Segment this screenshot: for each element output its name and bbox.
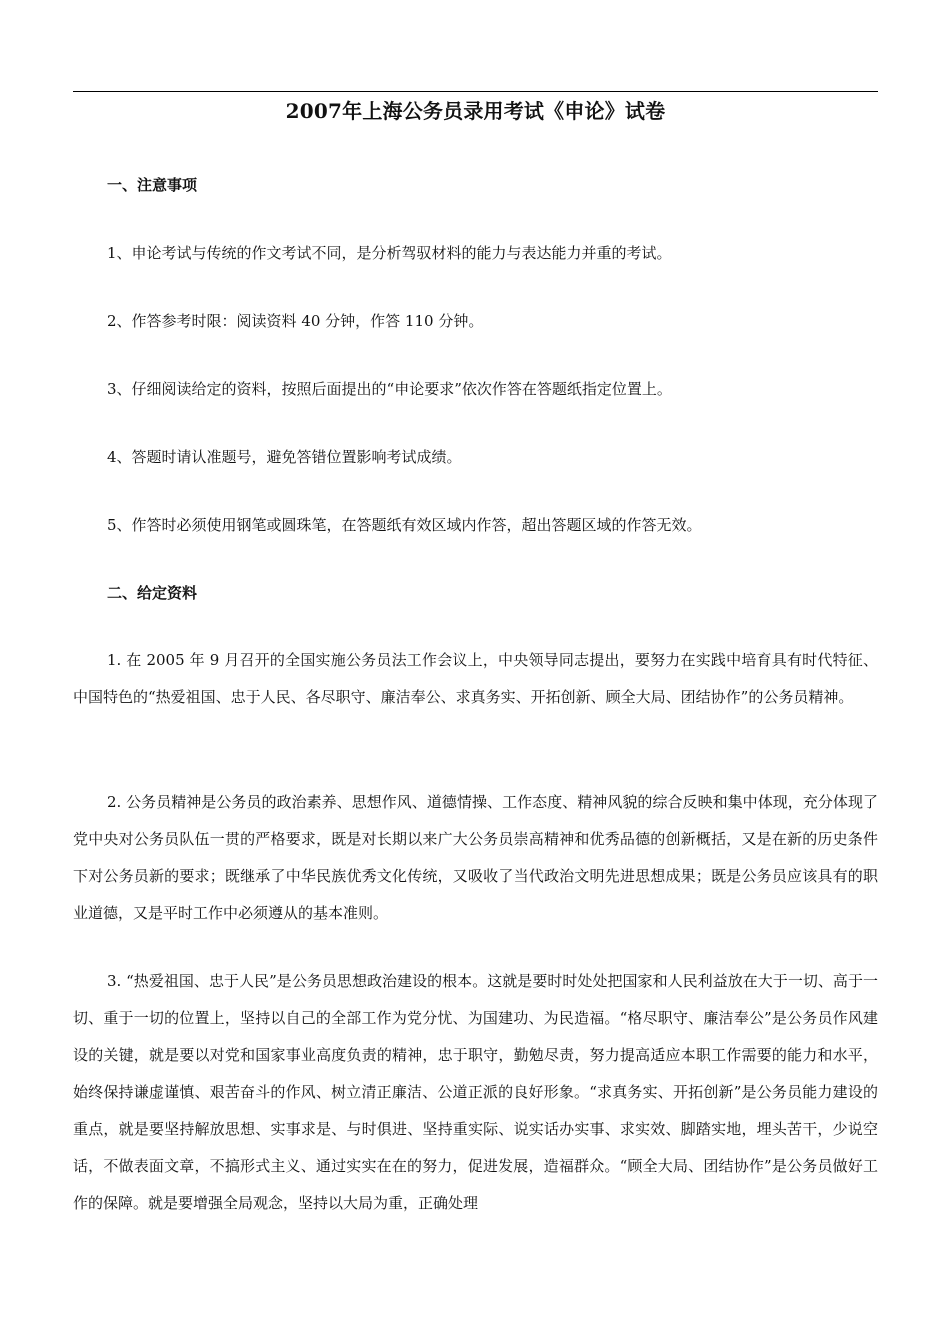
section-heading-notice: 一、注意事项 bbox=[107, 176, 198, 194]
notice-item-1: 1、申论考试与传统的作文考试不同，是分析驾驭材料的能力与表达能力并重的考试。 bbox=[107, 244, 672, 262]
section-heading-materials: 二、给定资料 bbox=[107, 584, 198, 602]
notice-item-2: 2、作答参考时限：阅读资料 40 分钟，作答 110 分钟。 bbox=[107, 312, 484, 330]
notice-item-4: 4、答题时请认准题号，避免答错位置影响考试成绩。 bbox=[107, 448, 462, 466]
material-paragraph-3: 3. “热爱祖国、忠于人民”是公务员思想政治建设的根本。这就是要时时处处把国家和人民利益放在大于一切、高于一切、重于一切的位置上，坚持以自己的全部工作为党分忧、为国建功、为民造福。“格尽职守、廉洁奉公”是公务员作风建设的关键，就是要以对党和国家事业高度负责的精神，忠于职守，勤勉尽责，努力提高适应本职工作需要的能力和水平，始终保持谦虚谨慎、艰苦奋斗的作风、树立清正廉洁、公道正派的良好形象。“求真务实、开拓创新”是公务员能力建设的重点，就是要坚持解放思想、实事求是、与时俱进、坚持重实际、说实话办实事、求实效、脚踏实地，埋头苦干，少说空话，不做表面文章，不搞形式主义、通过实实在在的努力，促进发展，造福群众。“顾全大局、团结协作”是公务员做好工作的保障。就是要增强全局观念，坚持以大局为重，正确处理 bbox=[73, 972, 878, 1212]
notice-item-3: 3、仔细阅读给定的资料，按照后面提出的“申论要求”依次作答在答题纸指定位置上。 bbox=[107, 380, 672, 398]
header-rule bbox=[73, 91, 878, 92]
document-title: 2007年上海公务员录用考试《申论》试卷 bbox=[285, 99, 666, 123]
material-paragraph-1: 1. 在 2005 年 9 月召开的全国实施公务员法工作会议上，中央领导同志提出，要努力在实践中培育具有时代特征、中国特色的“热爱祖国、忠于人民、各尽职守、廉洁奉公、求真务实、开拓创新、顾全大局、团结协作”的公务员精神。 bbox=[73, 651, 878, 706]
material-paragraph-2: 2. 公务员精神是公务员的政治素养、思想作风、道德情操、工作态度、精神风貌的综合反映和集中体现，充分体现了党中央对公务员队伍一贯的严格要求，既是对长期以来广大公务员崇高精神和优秀品德的创新概括，又是在新的历史条件下对公务员新的要求；既继承了中华民族优秀文化传统，又吸收了当代政治文明先进思想成果；既是公务员应该具有的职业道德，又是平时工作中必须遵从的基本准则。 bbox=[73, 793, 878, 922]
notice-item-5: 5、作答时必须使用钢笔或圆珠笔，在答题纸有效区域内作答，超出答题区域的作答无效。 bbox=[107, 516, 702, 534]
